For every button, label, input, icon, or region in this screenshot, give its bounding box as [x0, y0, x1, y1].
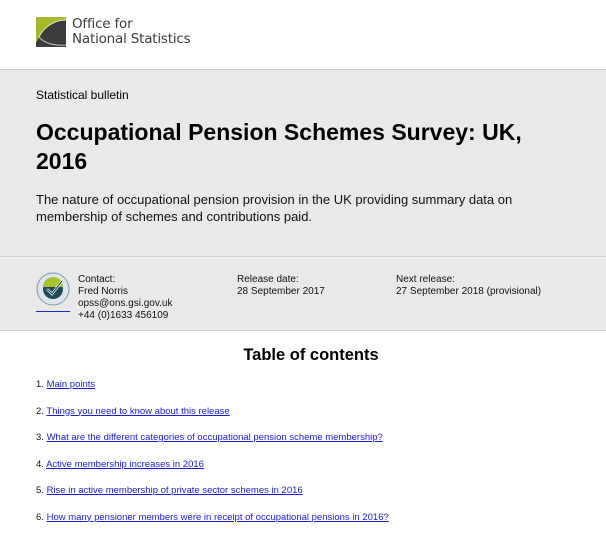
next-release-label: Next release: — [396, 274, 541, 286]
release-meta — [0, 257, 606, 331]
toc-item-number: 5. — [36, 485, 44, 496]
contact-phone: +44 (0)1633 456109 — [78, 310, 172, 322]
release-date-value: 28 September 2017 — [237, 286, 325, 298]
release-date-label: Release date: — [237, 274, 325, 286]
contact-name: Fred Norris — [78, 286, 172, 298]
page-title: Occupational Pension Schemes Survey: UK, 2016 — [36, 118, 576, 176]
page-summary: The nature of occupational pension provision in the UK providing summary data on membership of schemes and contributions paid. — [36, 191, 556, 225]
toc-link-things-to-know[interactable]: Things you need to know about this release — [46, 406, 229, 417]
toc-link-main-points[interactable]: Main points — [47, 379, 96, 390]
toc-link-active-membership[interactable]: Active membership increases in 2016 — [46, 459, 204, 470]
toc-item — [36, 432, 389, 459]
toc-link-pensioner-members[interactable]: How many pensioner members were in receipt of occupational pensions in 2016? — [47, 512, 389, 523]
ons-logo[interactable] — [36, 17, 190, 47]
toc-item — [36, 485, 389, 512]
bulletin-hero — [0, 70, 606, 257]
toc-item-number: 1. — [36, 379, 44, 390]
national-statistics-badge-icon[interactable] — [36, 272, 70, 306]
toc-heading: Table of contents — [0, 346, 606, 365]
logo-line2: National Statistics — [72, 32, 190, 47]
toc-item-number: 4. — [36, 459, 44, 470]
ons-logo-icon — [36, 17, 66, 47]
toc-item — [36, 512, 389, 538]
toc-item-number: 3. — [36, 432, 44, 443]
badge-link-underline — [36, 311, 70, 312]
release-date-block — [237, 274, 325, 298]
table-of-contents — [36, 379, 389, 538]
toc-item — [36, 459, 389, 486]
next-release-block — [396, 274, 541, 298]
site-header — [0, 0, 606, 70]
contact-email[interactable]: opss@ons.gsi.gov.uk — [78, 298, 172, 310]
toc-item — [36, 406, 389, 433]
toc-item — [36, 379, 389, 406]
logo-line1: Office for — [72, 17, 190, 32]
toc-link-membership-categories[interactable]: What are the different categories of occupational pension scheme membership? — [47, 432, 383, 443]
content-type-label: Statistical bulletin — [36, 88, 129, 102]
toc-item-number: 2. — [36, 406, 44, 417]
next-release-value: 27 September 2018 (provisional) — [396, 286, 541, 298]
toc-link-private-sector[interactable]: Rise in active membership of private sector schemes in 2016 — [47, 485, 303, 496]
contact-block — [78, 274, 172, 322]
toc-item-number: 6. — [36, 512, 44, 523]
contact-label: Contact: — [78, 274, 172, 286]
